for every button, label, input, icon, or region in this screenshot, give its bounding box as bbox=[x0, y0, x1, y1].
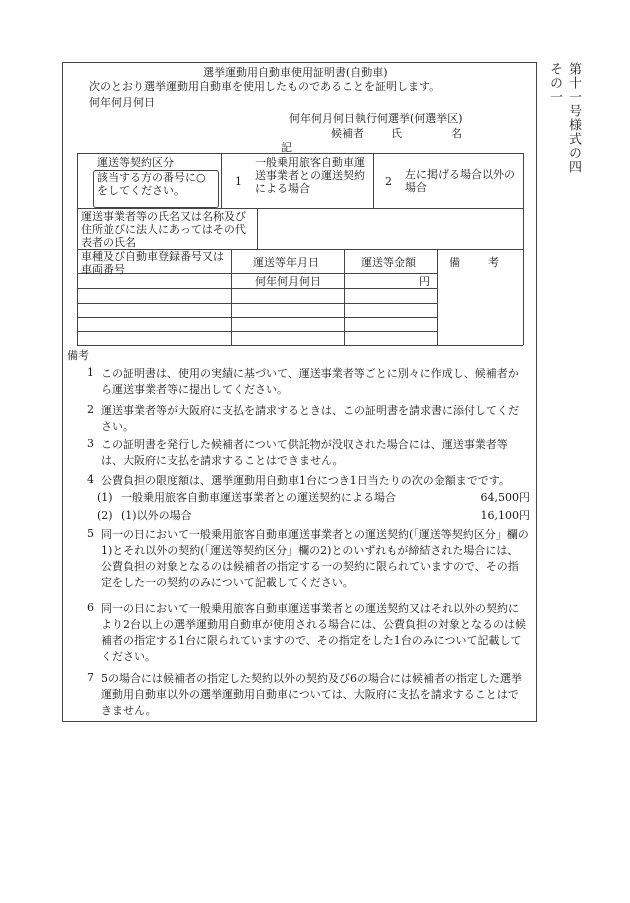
table-line-left bbox=[77, 153, 78, 345]
contract-instruction: 該当する方の番号に○をしてください。 bbox=[97, 171, 206, 197]
certificate-frame bbox=[62, 62, 537, 722]
note-6-text: 同一の日において一般乗用旅客自動車運送事業者との運送契約又はそれ以外の契約により2台以上の選挙運動用自動車が使用される場合には、公費負担の対象となるのは候補者の指定する1台に限られていますので、その指定をした1台のみについて記載してください。 bbox=[101, 602, 526, 663]
name-label-2: 名 bbox=[451, 127, 462, 140]
note-7-number: 7 bbox=[87, 671, 94, 684]
note-4-1-number: (1) bbox=[97, 491, 113, 504]
contract-divider-1 bbox=[221, 153, 222, 208]
note-5-number: 5 bbox=[87, 527, 94, 540]
table-line-right bbox=[523, 153, 524, 345]
ki-label: 記 bbox=[281, 141, 292, 154]
contract-option-1-text: 一般乗用旅客自動車運送事業者との運送契約による場合 bbox=[255, 156, 365, 195]
table-row-line-3 bbox=[77, 317, 437, 318]
operator-divider bbox=[257, 208, 258, 249]
note-4-text: 公費負担の限度額は、選挙運動用自動車1台につき1日当たりの次の金額までです。 bbox=[101, 474, 510, 487]
operator-label: 運送事業者等の氏名又は名称及び住所並びに法人にあってはその代表者の氏名 bbox=[81, 210, 246, 249]
table-row-line-4 bbox=[77, 331, 437, 332]
note-7-text: 5の場合には候補者の指定した契約以外の契約及び6の場合には候補者の指定した選挙運動用自動車以外の選挙運動用自動車については、大阪府に支払を請求することはできません。 bbox=[101, 672, 522, 717]
form-sub-label: その一 bbox=[547, 62, 562, 104]
note-3-text: この証明書を発行した候補者について供託物が没収された場合には、運送事業者等は、大阪府に支払を請求することはできません。 bbox=[101, 438, 508, 467]
name-label-1: 氏 bbox=[391, 127, 402, 140]
candidate-label: 候補者 bbox=[331, 127, 364, 140]
note-1-number: 1 bbox=[87, 366, 94, 379]
table-row-line-2 bbox=[77, 303, 437, 304]
note-4-2-text: (1)以外の場合 bbox=[121, 509, 192, 522]
note-2-text: 運送事業者等が大阪府に支払を請求するときは、この証明書を請求書に添付してください。 bbox=[101, 404, 519, 433]
note-4-1-amount: 64,500円 bbox=[480, 491, 530, 504]
note-3-number: 3 bbox=[87, 437, 94, 450]
contract-header: 運送等契約区分 bbox=[97, 156, 174, 169]
column-header-date: 運送等年月日 bbox=[253, 256, 319, 269]
note-4-number: 4 bbox=[87, 473, 94, 486]
form-number-label: 第十一号様式の四 bbox=[566, 62, 581, 174]
contract-option-2-text: 左に掲げる場合以外の場合 bbox=[405, 168, 515, 194]
note-6-number: 6 bbox=[87, 601, 94, 614]
intro-text: 次のとおり選挙運動用自動車を使用したものであることを証明します。 bbox=[89, 80, 441, 93]
contract-divider-2 bbox=[373, 153, 374, 208]
contract-option-2-number: 2 bbox=[385, 175, 392, 188]
certificate-title: 選挙運動用自動車使用証明書(自動車) bbox=[203, 66, 388, 79]
note-1-text: この証明書は、使用の実績に基づいて、運送事業者等ごとに別々に作成し、候補者から運送事業者等に提出してください。 bbox=[101, 367, 519, 396]
contract-option-1-number: 1 bbox=[235, 175, 242, 188]
notes-header: 備考 bbox=[67, 349, 89, 362]
note-5-text: 同一の日において一般乗用旅客自動車運送事業者との運送契約(「運送等契約区分」欄の1)とそれ以外の契約(「運送等契約区分」欄の2)とのいずれもが締結された場合には、公費負担の対象となるのは候補者の指定する一の契約に限られていますので、その指定をした一の契約のみについて記載してください。 bbox=[101, 528, 529, 589]
table-line-top bbox=[77, 153, 523, 154]
issue-date: 何年何月何日 bbox=[89, 96, 155, 109]
table-line-bottom bbox=[77, 345, 523, 346]
table-row-line-1 bbox=[77, 288, 437, 289]
note-4-1-text: 一般乗用旅客自動車運送事業者との運送契約による場合 bbox=[121, 491, 396, 504]
column-divider-date bbox=[344, 249, 345, 345]
column-divider-amount bbox=[437, 249, 438, 345]
note-4-2-number: (2) bbox=[97, 509, 113, 522]
note-2-number: 2 bbox=[87, 403, 94, 416]
column-header-remarks: 備 考 bbox=[449, 256, 501, 269]
table-sample-date: 何年何月何日 bbox=[255, 275, 321, 288]
table-yen-unit: 円 bbox=[419, 275, 430, 288]
column-divider-vehicle bbox=[231, 249, 232, 345]
column-header-amount: 運送等金額 bbox=[361, 256, 416, 269]
column-header-vehicle: 車種及び自動車登録番号又は車両番号 bbox=[81, 250, 224, 276]
table-line-contract-bottom bbox=[77, 208, 523, 209]
note-4-2-amount: 16,100円 bbox=[480, 509, 530, 522]
election-name: 何年何月何日執行何選挙(何選挙区) bbox=[289, 112, 463, 125]
